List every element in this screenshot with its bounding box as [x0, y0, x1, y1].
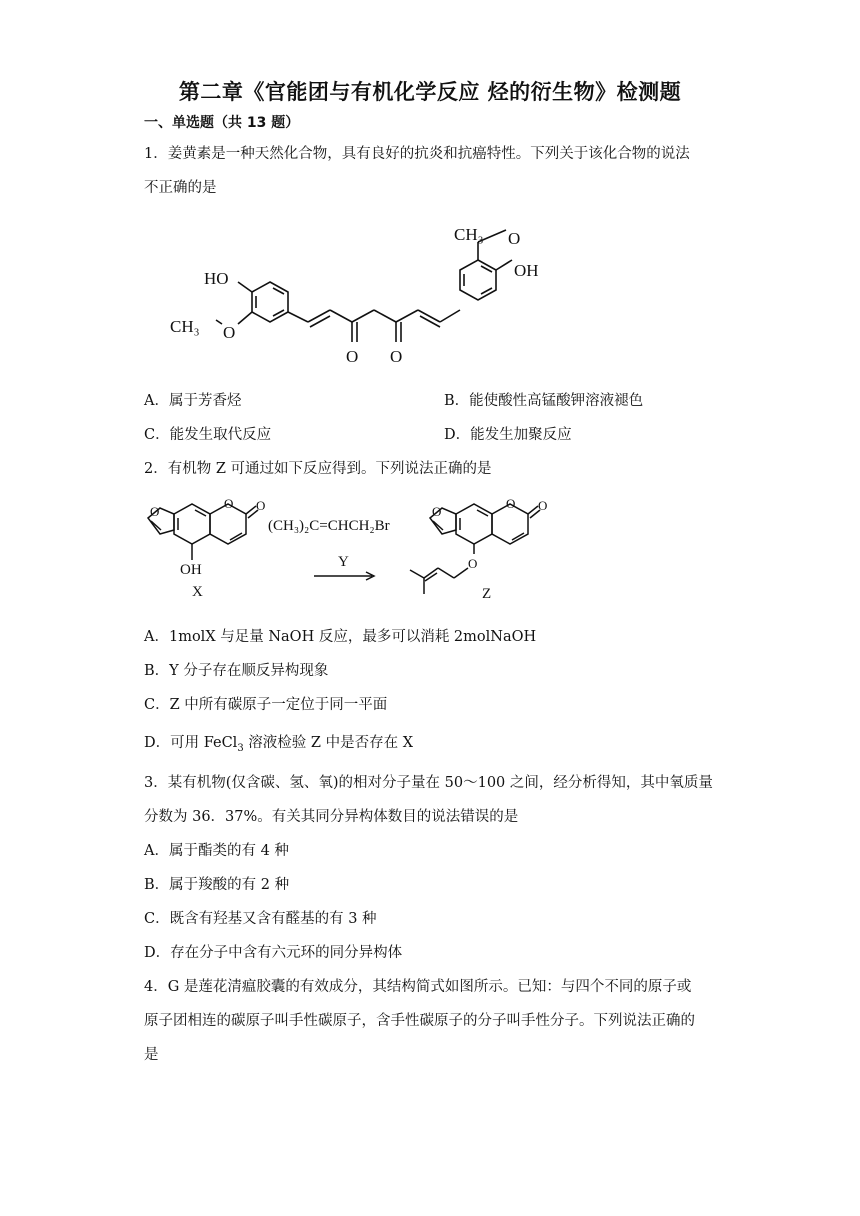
q1-option-a: A．属于芳香烃 — [144, 393, 242, 409]
x-lactone-o: O — [224, 496, 234, 511]
z-lactone-o: O — [506, 496, 516, 511]
q4-stem-line3: 是 — [144, 1047, 159, 1063]
q2-option-d-subscript: 3 — [237, 742, 244, 754]
z-furan-o: O — [432, 504, 442, 519]
q1-stem-line2: 不正确的是 — [144, 180, 217, 196]
q3-option-a: A．属于酯类的有 4 种 — [144, 843, 289, 859]
x-label: X — [192, 584, 203, 600]
curcumin-structure — [160, 212, 620, 372]
q3-option-d: D．存在分子中含有六元环的同分异构体 — [144, 945, 403, 961]
q4-stem-line2: 原子团相连的碳原子叫手性碳原子，含手性碳原子的分子叫手性分子。下列说法正确的 — [144, 1013, 695, 1029]
arrow-reagent-y: Y — [338, 554, 349, 570]
q1-option-c: C．能发生取代反应 — [144, 427, 272, 443]
x-oh-label: OH — [180, 562, 202, 578]
z-ether-o: O — [468, 556, 478, 571]
q3-stem-line1: 3．某有机物(仅含碳、氢、氧)的相对分子量在 50～100 之间，经分析得知，其中氧质量 — [144, 775, 713, 791]
reagent-label: (CH₃)₂C=CHCH₂Br — [268, 518, 390, 534]
page-title: 第二章《官能团与有机化学反应 烃的衍生物》检测题 — [178, 80, 682, 104]
q2-option-a: A．1molX 与足量 NaOH 反应，最多可以消耗 2molNaOH — [144, 629, 537, 645]
o-ether-right: O — [508, 229, 521, 248]
z-carbonyl-o: O — [538, 498, 548, 513]
ch3-left-label: CH₃ — [170, 317, 200, 336]
section-heading: 一、单选题（共 13 题） — [144, 115, 300, 131]
q1-stem-line1: 1．姜黄素是一种天然化合物，具有良好的抗炎和抗癌特性。下列关于该化合物的说法 — [144, 146, 690, 162]
ch3-right-label: CH₃ — [454, 225, 484, 244]
q2-option-d-prefix: D．可用 FeCl — [144, 735, 238, 751]
x-furan-o: O — [150, 504, 160, 519]
q3-option-c: C．既含有羟基又含有醛基的有 3 种 — [144, 911, 377, 927]
x-carbonyl-o: O — [256, 498, 266, 513]
q2-option-c: C．Z 中所有碳原子一定位于同一平面 — [144, 697, 388, 713]
q3-stem-line2: 分数为 36．37%。有关其同分异构体数目的说法错误的是 — [144, 809, 519, 825]
q4-stem-line1: 4．G 是莲花清瘟胶囊的有效成分，其结构简式如图所示。已知：与四个不同的原子或 — [144, 979, 692, 995]
q3-option-b: B．属于羧酸的有 2 种 — [144, 877, 290, 893]
q2-option-d — [144, 731, 413, 754]
z-label: Z — [482, 586, 492, 602]
oh-label: OH — [514, 261, 539, 280]
q1-option-b: B．能使酸性高锰酸钾溶液褪色 — [444, 393, 644, 409]
reaction-scheme — [140, 488, 580, 606]
o-ether-left: O — [223, 323, 236, 342]
q2-option-d-suffix: 溶液检验 Z 中是否存在 X — [243, 735, 414, 751]
o-carbonyl-2: O — [390, 347, 403, 366]
o-carbonyl-1: O — [346, 347, 359, 366]
q2-option-b: B．Y 分子存在顺反异构现象 — [144, 663, 329, 679]
ho-label: HO — [204, 269, 229, 288]
q1-option-d: D．能发生加聚反应 — [444, 427, 572, 443]
q2-stem: 2．有机物 Z 可通过如下反应得到。下列说法正确的是 — [144, 461, 492, 477]
